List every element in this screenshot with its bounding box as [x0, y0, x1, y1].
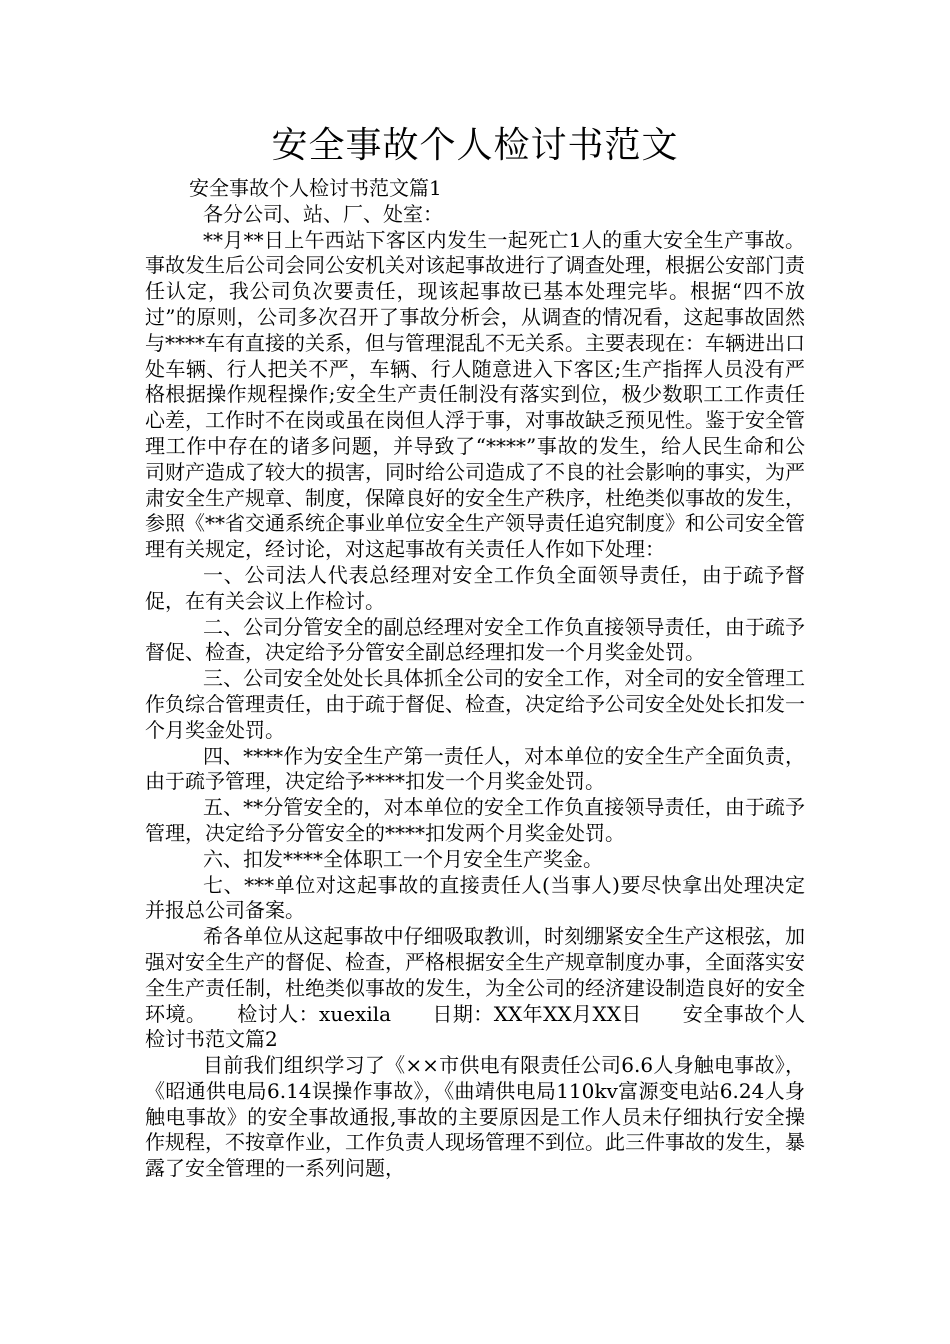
list-item-2: 二、公司分管安全的副总经理对安全工作负直接领导责任，由于疏予督促、检查，决定给予分管安全副总经理扣发一个月奖金处罚。 [145, 614, 805, 665]
closing-paragraph: 希各单位从这起事故中仔细吸取教训，时刻绷紧安全生产这根弦，加强对安全生产的督促、检查，严格根据安全生产规章制度办事，全面落实安全生产责任制，杜绝类似事故的发生，为全公司的经济建设制造良好的安全环境。 检讨人：xuexila 日期：XX年XX月XX日 安全事故个人检讨书范文篇2 [145, 924, 805, 1052]
list-item-6: 六、扣发****全体职工一个月安全生产奖金。 [203, 846, 603, 871]
body-paragraph: **月**日上午西站下客区内发生一起死亡1人的重大安全生产事故。事故发生后公司会同公安机关对该起事故进行了调查处理，根据公安部门责任认定，我公司负次要责任，现该起事故已基本处理完毕。根据“四不放过”的原则，公司多次召开了事故分析会，从调查的情况看，这起事故固然与****车有直接的关系，但与管理混乱不无关系。主要表现在：车辆进出口处车辆、行人把关不严，车辆、行人随意进入下客区;生产指挥人员没有严格根据操作规程操作;安全生产责任制没有落实到位，极少数职工工作责任心差，工作时不在岗或虽在岗但人浮于事，对事故缺乏预见性。鉴于安全管理工作中存在的诸多问题，并导致了“****”事故的发生，给人民生命和公司财产造成了较大的损害，同时给公司造成了不良的社会影响的事实，为严肃安全生产规章、制度，保障良好的安全生产秩序，杜绝类似事故的发生，参照《**省交通系统企事业单位安全生产领导责任追究制度》和公司安全管理有关规定，经讨论，对这起事故有关责任人作如下处理： [145, 227, 805, 562]
list-item-1: 一、公司法人代表总经理对安全工作负全面领导责任，由于疏予督促，在有关会议上作检讨。 [145, 562, 805, 613]
list-item-7: 七、***单位对这起事故的直接责任人(当事人)要尽快拿出处理决定并报总公司备案。 [145, 872, 805, 923]
document-page [145, 120, 805, 1182]
document-title: 安全事故个人检讨书范文 [271, 125, 679, 166]
list-item-3: 三、公司安全处处长具体抓全公司的安全工作，对全司的安全管理工作负综合管理责任，由于疏于督促、检查，决定给予公司安全处处长扣发一个月奖金处罚。 [145, 666, 805, 742]
list-item-4: 四、****作为安全生产第一责任人，对本单位的安全生产全面负责，由于疏予管理，决定给予****扣发一个月奖金处罚。 [145, 743, 805, 794]
salutation: 各分公司、站、厂、处室： [203, 201, 443, 226]
section-heading-1: 安全事故个人检讨书范文篇1 [189, 176, 442, 200]
list-item-5: 五、**分管安全的，对本单位的安全工作负直接领导责任，由于疏予管理，决定给予分管安全的****扣发两个月奖金处罚。 [145, 795, 805, 845]
section-2-paragraph: 目前我们组织学习了《××市供电有限责任公司6.6人身触电事故》，《昭通供电局6.14误操作事故》，《曲靖供电局110kv富源变电站6.24人身触电事故》的安全事故通报,事故的主要原因是工作人员未仔细执行安全操作规程，不按章作业，工作负责人现场管理不到位。此三件事故的发生，暴露了安全管理的一系列问题， [145, 1053, 805, 1181]
